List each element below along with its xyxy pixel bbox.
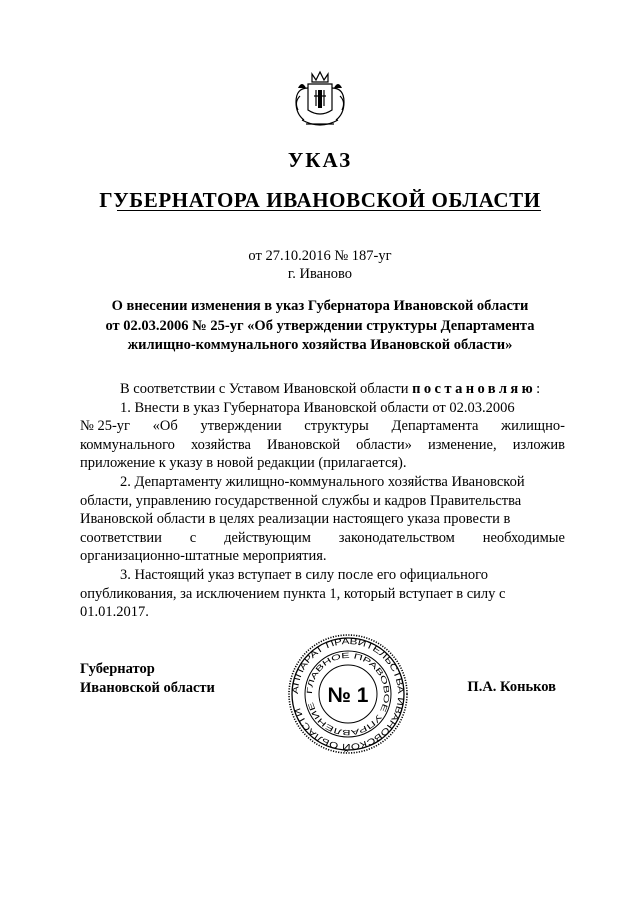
document-body — [80, 380, 565, 622]
paragraph-line: организационно-штатные мероприятия. — [80, 548, 327, 565]
issuer-underline — [117, 210, 541, 211]
word: «Об — [152, 418, 178, 435]
paragraph-line: 3. Настоящий указ вступает в силу после его официального — [120, 566, 488, 583]
decree-word: постановляю — [412, 381, 537, 397]
paragraph-line: 2. Департаменту жилищно-коммунального хозяйства Ивановской — [120, 473, 525, 490]
paragraph-line — [80, 417, 565, 436]
word: жилищно- — [501, 418, 565, 435]
document-type: УКАЗ — [287, 148, 353, 172]
document-issuer: ГУБЕРНАТОРА ИВАНОВСКОЙ ОБЛАСТИ — [99, 188, 541, 212]
paragraph-line: области, управлению государственной службы и кадров Правительства — [80, 492, 522, 509]
word: утверждении — [200, 418, 282, 435]
word: изменение, — [427, 436, 497, 453]
word: области» — [356, 436, 412, 453]
subject-line: жилищно-коммунального хозяйства Ивановской области» — [127, 337, 513, 353]
signatory-position-line: Губернатор — [80, 661, 155, 677]
word: с — [189, 529, 197, 546]
word: действующим — [224, 529, 311, 546]
paragraph-line — [80, 436, 565, 455]
word: хозяйства — [190, 436, 251, 453]
signatory-position — [80, 660, 215, 698]
paragraph-line: Ивановской области в целях реализации настоящего указа провести в — [80, 511, 511, 528]
document-subject — [80, 297, 560, 356]
preamble-text: В соответствии с Уставом Ивановской области — [120, 381, 409, 397]
word: необходимые — [482, 529, 565, 546]
paragraph-line: приложение к указу в новой редакции (прилагается). — [80, 455, 407, 472]
word: коммунального — [80, 436, 175, 453]
signatory-position-line: Ивановской области — [80, 680, 215, 696]
subject-line: от 02.03.2006 № 25-уг «Об утверждении структуры Департамента — [105, 317, 535, 334]
word: законодательством — [338, 529, 455, 546]
official-stamp — [287, 633, 409, 755]
signatory-name: П.А. Коньков — [467, 679, 556, 695]
subject-line: О внесении изменения в указ Губернатора Ивановской области — [111, 298, 529, 314]
coat-of-arms-icon — [290, 66, 350, 136]
paragraph-line: опубликования, за исключением пункта 1, который вступает в силу с — [80, 585, 506, 602]
preamble — [80, 380, 565, 399]
paragraph-line — [80, 529, 565, 548]
paragraph-line — [80, 399, 565, 418]
word: Департамента — [391, 418, 479, 435]
document-city: г. Иваново — [287, 266, 353, 282]
word: № 25-уг — [80, 418, 130, 435]
preamble-colon: : — [536, 381, 541, 397]
paragraph-text: 1. Внести в указ Губернатора Ивановской области от 02.03.2006 — [120, 399, 515, 416]
word: Ивановской — [267, 436, 341, 453]
paragraph-line: 01.01.2017. — [80, 604, 149, 621]
word: структуры — [304, 418, 369, 435]
word: изложив — [512, 436, 565, 453]
stamp-number: № 1 — [327, 684, 369, 707]
stamp-inner-text: ГЛАВНОЕ ПРАВОВОЕ УПРАВЛЕНИЕ — [304, 651, 392, 738]
stamp-outer-text: АППАРАТ ПРАВИТЕЛЬСТВА ИВАНОВСКОЙ ОБЛАСТИ — [289, 635, 407, 753]
document-date-number: от 27.10.2016 № 187-уг — [248, 248, 392, 264]
word: соответствии — [80, 529, 162, 546]
